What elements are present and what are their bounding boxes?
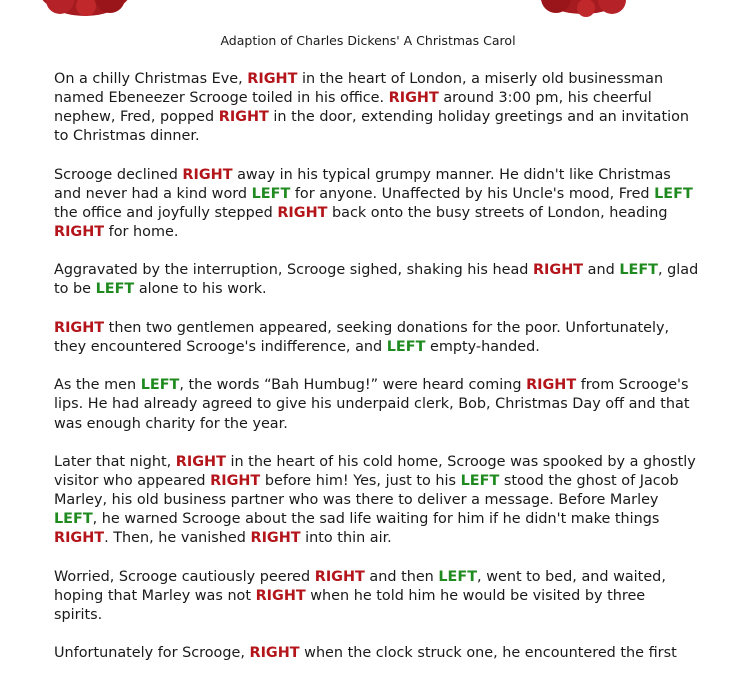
story-line	[54, 529, 714, 548]
story-text: visitor who appeared	[54, 472, 211, 489]
story-text: , glad	[657, 262, 699, 279]
story-text: alone to his work.	[134, 281, 267, 298]
story-line	[54, 510, 714, 529]
story-line	[54, 108, 714, 127]
story-text: to be	[54, 281, 96, 298]
story-text: into thin air.	[300, 530, 392, 547]
story-text: for anyone. Unaffected by his Uncle's mood, Fred	[290, 185, 655, 202]
story-text: On a chilly Christmas Eve,	[54, 71, 248, 87]
story-text: when he told him he would be visited by three	[305, 587, 646, 604]
story-text: Worried, Scrooge cautiously peered	[54, 568, 315, 585]
story-text: before him! Yes, just to his	[260, 472, 461, 489]
keyword-right: RIGHT	[54, 319, 105, 336]
story-text: hoping that Marley was not	[54, 587, 256, 604]
story-line	[54, 644, 714, 663]
keyword-left: LEFT	[460, 472, 500, 489]
keyword-right: RIGHT	[526, 377, 577, 394]
story-text: lips. He had already agreed to give his underpaid clerk, Bob, Christmas Day off and that	[54, 396, 690, 413]
story-text: to Christmas dinner.	[54, 128, 200, 145]
keyword-right: RIGHT	[255, 587, 306, 604]
story-text: back onto the busy streets of London, heading	[327, 204, 668, 221]
keyword-left: LEFT	[54, 511, 93, 528]
keyword-right: RIGHT	[388, 90, 439, 107]
story-line	[54, 185, 714, 204]
story-text: , the words “Bah Humbug!” were heard coming	[179, 377, 527, 394]
keyword-right: RIGHT	[314, 568, 365, 585]
keyword-right: RIGHT	[250, 530, 301, 547]
story-text: around 3:00 pm, his cheerful	[438, 90, 652, 107]
story-line	[54, 568, 714, 587]
story-text: and never had a kind word	[54, 185, 252, 202]
story-line	[54, 223, 714, 242]
story-text: when the clock struck one, he encountered the first	[299, 645, 677, 662]
keyword-right: RIGHT	[249, 645, 300, 662]
story-paragraph	[54, 568, 714, 625]
story-text: was enough charity for the year.	[54, 415, 288, 432]
story-text: then two gentlemen appeared, seeking donations for the poor. Unfortunately,	[104, 319, 670, 336]
story-line	[54, 453, 714, 472]
story-text: from Scrooge's	[576, 377, 689, 394]
story-text: As the men	[54, 377, 141, 394]
document-subtitle: Adaption of Charles Dickens' A Christmas Carol	[220, 33, 516, 48]
story-text: and then	[364, 568, 439, 585]
story-text: , went to bed, and waited,	[477, 568, 666, 585]
keyword-left: LEFT	[251, 185, 291, 202]
keyword-right: RIGHT	[54, 530, 105, 547]
story-text: Aggravated by the interruption, Scrooge sighed, shaking his head	[54, 262, 533, 279]
story-line	[54, 89, 714, 108]
story-line	[54, 338, 714, 357]
story-line	[54, 166, 714, 185]
story-line	[54, 280, 714, 299]
story-text: Unfortunately for Scrooge,	[54, 645, 250, 662]
story-line	[54, 261, 714, 280]
story-text: , he warned Scrooge about the sad life waiting for him if he didn't make things	[92, 511, 660, 528]
holly-decoration-right	[528, 0, 638, 20]
story-paragraph	[54, 319, 714, 357]
keyword-right: RIGHT	[247, 71, 298, 87]
keyword-left: LEFT	[654, 185, 693, 202]
keyword-left: LEFT	[386, 338, 426, 355]
story-paragraph	[54, 376, 714, 433]
keyword-right: RIGHT	[210, 472, 261, 489]
story-text: named Ebeneezer Scrooge toiled in his office.	[54, 90, 389, 107]
story-body	[54, 70, 714, 683]
holly-decoration-left	[30, 0, 140, 20]
keyword-left: LEFT	[438, 568, 478, 585]
story-line	[54, 395, 714, 414]
story-line	[54, 204, 714, 223]
story-paragraph	[54, 70, 714, 146]
story-text: in the heart of his cold home, Scrooge was spooked by a ghostly	[225, 453, 696, 470]
story-line	[54, 70, 714, 89]
story-text: stood the ghost of Jacob	[499, 472, 679, 489]
story-text: in the heart of London, a miserly old businessman	[297, 71, 664, 87]
story-line	[54, 587, 714, 606]
story-text: Marley, his old business partner who was there to deliver a message. Before Marley	[54, 492, 659, 509]
story-line	[54, 606, 714, 625]
story-text: away in his typical grumpy manner. He didn't like Christmas	[232, 166, 671, 183]
story-line	[54, 415, 714, 434]
story-line	[54, 319, 714, 338]
keyword-left: LEFT	[95, 281, 135, 298]
story-line	[54, 491, 714, 510]
story-line	[54, 376, 714, 395]
keyword-right: RIGHT	[54, 223, 105, 240]
keyword-right: RIGHT	[532, 262, 584, 279]
story-text: spirits.	[54, 606, 103, 623]
story-paragraph	[54, 644, 714, 663]
story-text: empty-handed.	[425, 338, 540, 355]
story-text: they encountered Scrooge's indifference, and	[54, 338, 387, 355]
story-line	[54, 472, 714, 491]
story-text: Scrooge declined	[54, 166, 183, 183]
keyword-right: RIGHT	[277, 204, 328, 221]
story-paragraph	[54, 261, 714, 299]
keyword-left: LEFT	[140, 377, 180, 394]
story-text: . Then, he vanished	[104, 530, 251, 547]
keyword-right: RIGHT	[182, 166, 233, 183]
story-text: in the door, extending holiday greetings and an invitation	[268, 109, 690, 126]
keyword-left: LEFT	[619, 262, 658, 279]
keyword-right: RIGHT	[218, 109, 269, 126]
story-line	[54, 127, 714, 146]
story-paragraph	[54, 453, 714, 548]
story-text: and	[583, 262, 620, 279]
story-text: nephew, Fred, popped	[54, 109, 219, 126]
story-text: the office and joyfully stepped	[54, 204, 278, 221]
story-paragraph	[54, 166, 714, 242]
story-text: Later that night,	[54, 453, 176, 470]
story-text: for home.	[104, 223, 179, 240]
keyword-right: RIGHT	[175, 453, 226, 470]
